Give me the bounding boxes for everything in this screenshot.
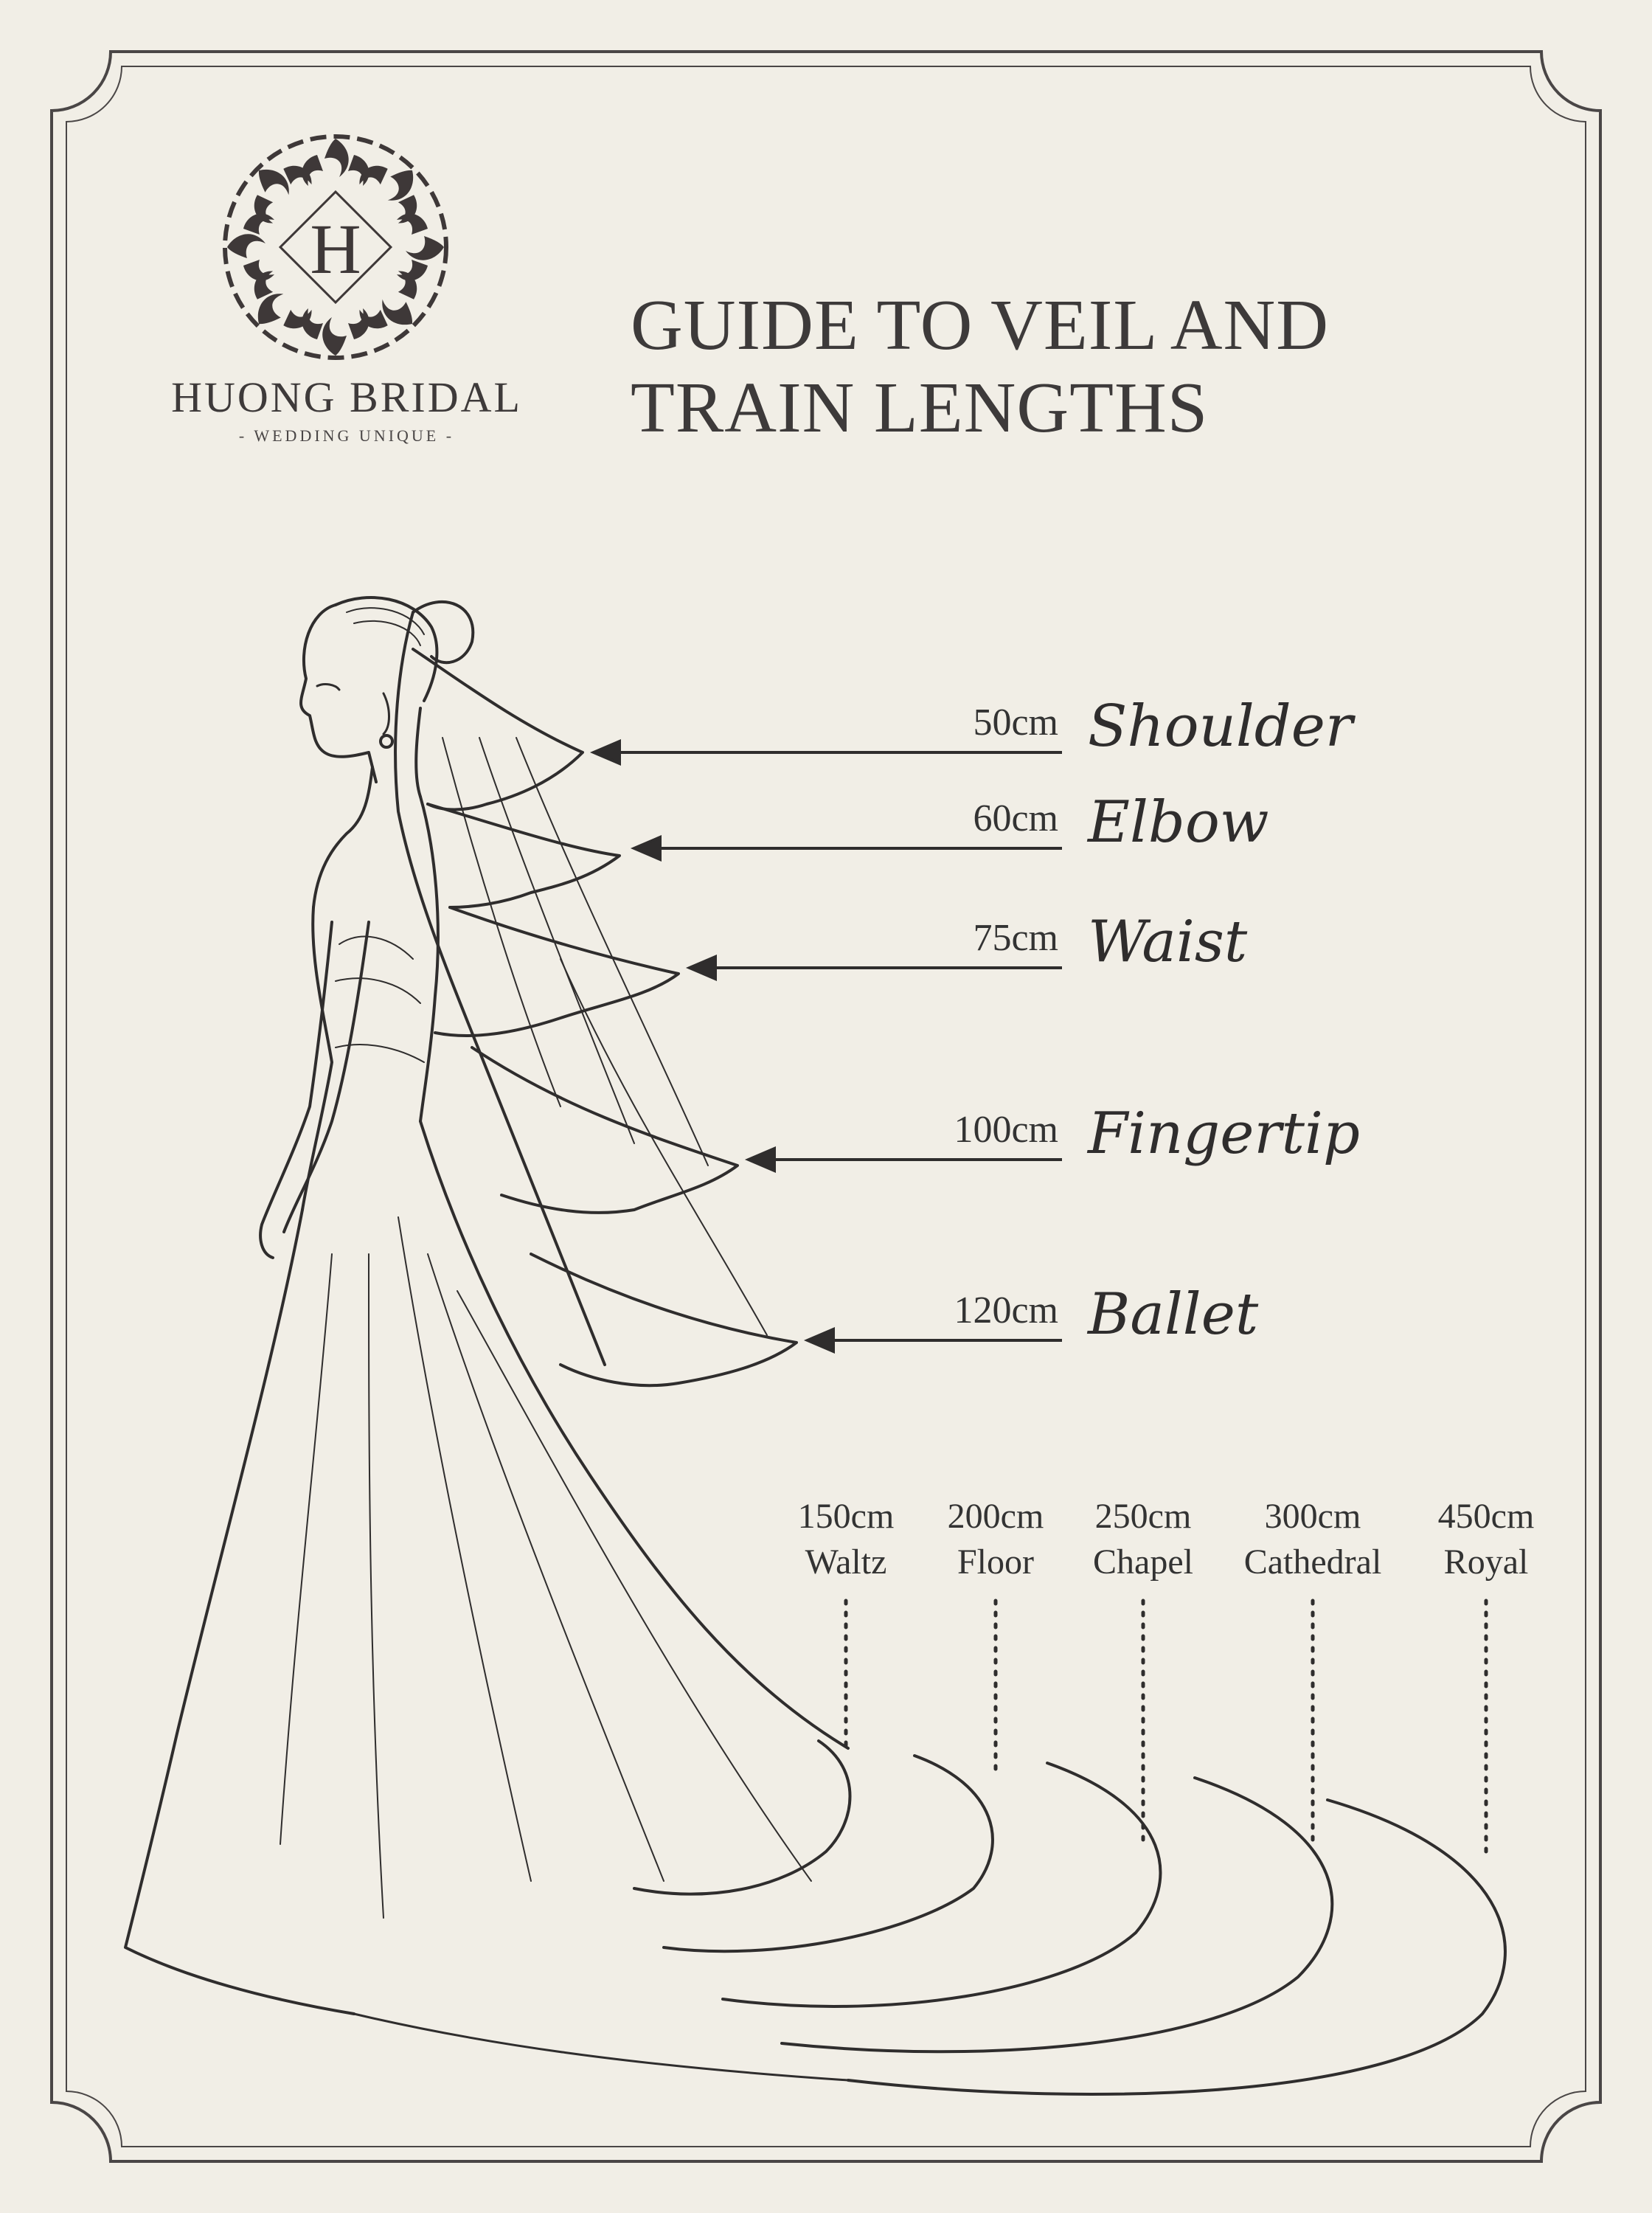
train-name-waltz: Waltz: [805, 1542, 887, 1582]
veil-length-waist: 75cm: [973, 917, 1058, 959]
train-label-royal: [1405, 1494, 1567, 1585]
veil-tier-shoulder: [413, 649, 583, 810]
train-label-cathedral: [1224, 1494, 1401, 1585]
veil-name-shoulder: Shoulder: [1088, 693, 1353, 760]
train-label-chapel: [1062, 1494, 1224, 1585]
train-label-floor: [914, 1494, 1077, 1585]
veil-name-waist: Waist: [1088, 909, 1248, 975]
veil-name-fingertip: Fingertip: [1088, 1101, 1360, 1167]
head-outline: [301, 605, 376, 782]
train-label-waltz: [765, 1494, 927, 1585]
brand-name: HUONG BRIDAL: [171, 373, 522, 421]
logo-monogram: H: [310, 209, 361, 288]
veil-tier-ballet: [531, 1254, 796, 1385]
veil-length-shoulder: 50cm: [973, 702, 1058, 744]
train-name-cathedral: Cathedral: [1243, 1542, 1382, 1582]
veil-tier-elbow: [428, 804, 620, 907]
train-length-floor: 200cm: [947, 1497, 1044, 1536]
train-length-chapel: 250cm: [1094, 1497, 1192, 1536]
veil-tier-waist: [435, 907, 678, 1036]
train-name-chapel: Chapel: [1093, 1542, 1193, 1582]
train-floor: [664, 1756, 993, 1951]
train-length-waltz: 150cm: [797, 1497, 895, 1536]
title-line-1: GUIDE TO VEIL AND: [631, 285, 1330, 365]
train-length-royal: 450cm: [1437, 1497, 1535, 1536]
train-name-royal: Royal: [1443, 1542, 1529, 1582]
veil-length-ballet: 120cm: [954, 1289, 1058, 1331]
train-length-cathedral: 300cm: [1264, 1497, 1361, 1536]
title-line-2: TRAIN LENGTHS: [631, 368, 1209, 448]
veil-length-elbow: 60cm: [973, 797, 1058, 839]
veil-name-ballet: Ballet: [1088, 1281, 1259, 1348]
train-chapel: [723, 1763, 1160, 2006]
veil-name-elbow: Elbow: [1088, 789, 1269, 856]
train-name-floor: Floor: [957, 1542, 1034, 1582]
train-waltz: [634, 1741, 850, 1894]
brand-tagline: - WEDDING UNIQUE -: [238, 426, 455, 445]
veil-length-fingertip: 100cm: [954, 1109, 1058, 1151]
skirt-front: [125, 1210, 354, 2014]
train-cathedral: [782, 1778, 1332, 2051]
train-royal: [848, 1800, 1505, 2094]
